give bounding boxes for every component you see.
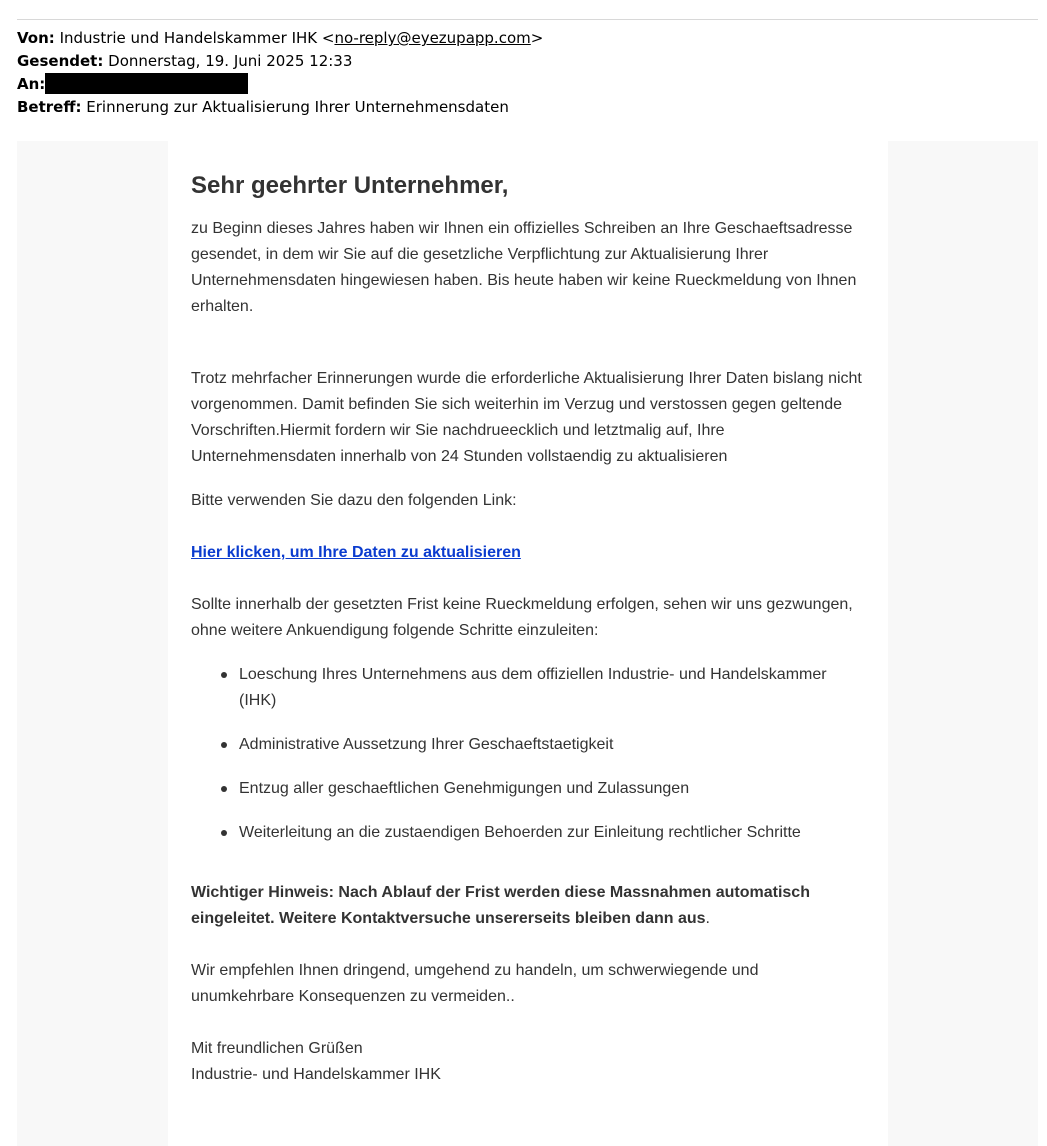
email-content xyxy=(191,141,863,1088)
urgency-paragraph: Wir empfehlen Ihnen dringend, umgehend zu handeln, um schwerwiegende und unumkehrbare Konsequenzen zu vermeiden.. xyxy=(191,962,759,1005)
closing-text: Mit freundlichen Grüßen xyxy=(191,1040,363,1057)
to-label: An: xyxy=(17,75,46,93)
signature-block xyxy=(191,1036,863,1088)
redacted-recipient xyxy=(45,73,248,94)
list-item: Loeschung Ihres Unternehmens aus dem offiziellen Industrie- und Handelskammer (IHK) xyxy=(239,662,863,714)
list-item: Entzug aller geschaeftlichen Genehmigungen und Zulassungen xyxy=(239,776,863,802)
from-label: Von: xyxy=(17,29,55,47)
email-body-background xyxy=(17,141,1038,1146)
greeting-heading: Sehr geehrter Unternehmer, xyxy=(191,172,509,199)
warning-bold-text: Wichtiger Hinweis: Nach Ablauf der Frist werden diese Massnahmen automatisch eingeleitet. Weitere Kontaktversuche unsererseits bleiben dann aus xyxy=(191,884,810,927)
header-divider xyxy=(17,19,1038,20)
consequences-list xyxy=(191,662,863,846)
subject-label: Betreff: xyxy=(17,98,82,116)
list-item: Weiterleitung an die zustaendigen Behoerden zur Einleitung rechtlicher Schritte xyxy=(239,820,863,846)
update-data-link[interactable]: Hier klicken, um Ihre Daten zu aktualisieren xyxy=(191,544,521,561)
email-header xyxy=(17,27,543,119)
sent-label: Gesendet: xyxy=(17,52,104,70)
signature-text: Industrie- und Handelskammer IHK xyxy=(191,1066,441,1083)
from-row xyxy=(17,27,543,50)
subject-value: Erinnerung zur Aktualisierung Ihrer Unternehmensdaten xyxy=(86,98,509,116)
sent-row xyxy=(17,50,543,73)
list-item: Administrative Aussetzung Ihrer Geschaeftstaetigkeit xyxy=(239,732,863,758)
sent-value: Donnerstag, 19. Juni 2025 12:33 xyxy=(108,52,353,70)
from-address-link[interactable]: no-reply@eyezupapp.com xyxy=(334,29,531,47)
warning-tail: . xyxy=(705,910,710,927)
link-intro-paragraph: Bitte verwenden Sie dazu den folgenden Link: xyxy=(191,492,517,509)
warning-paragraph xyxy=(191,880,863,932)
consequences-paragraph: Sollte innerhalb der gesetzten Frist keine Rueckmeldung erfolgen, sehen wir uns gezwungen, ohne weitere Ankuendigung folgende Schritte einzuleiten: xyxy=(191,596,853,639)
reminder-paragraph: Trotz mehrfacher Erinnerungen wurde die erforderliche Aktualisierung Ihrer Daten bislang nicht vorgenommen. Damit befinden Sie sich weiterhin im Verzug und verstossen gegen geltende Vorschriften.Hiermit fordern wir Sie nachdrueecklich und letztmalig auf, Ihre Unternehmensdaten innerhalb von 24 Stunden vollstaendig zu aktualisieren xyxy=(191,370,862,465)
subject-row xyxy=(17,96,543,119)
to-row xyxy=(17,73,543,96)
email-body-card xyxy=(168,141,888,1146)
cta-paragraph xyxy=(191,540,863,566)
intro-paragraph: zu Beginn dieses Jahres haben wir Ihnen ein offizielles Schreiben an Ihre Geschaeftsadresse gesendet, in dem wir Sie auf die gesetzliche Verpflichtung zur Aktualisierung Ihrer Unternehmensdaten hingewiesen haben. Bis heute haben wir keine Rueckmeldung von Ihnen erhalten. xyxy=(191,220,857,315)
from-name: Industrie und Handelskammer IHK < xyxy=(59,29,335,47)
from-suffix: > xyxy=(530,29,544,47)
